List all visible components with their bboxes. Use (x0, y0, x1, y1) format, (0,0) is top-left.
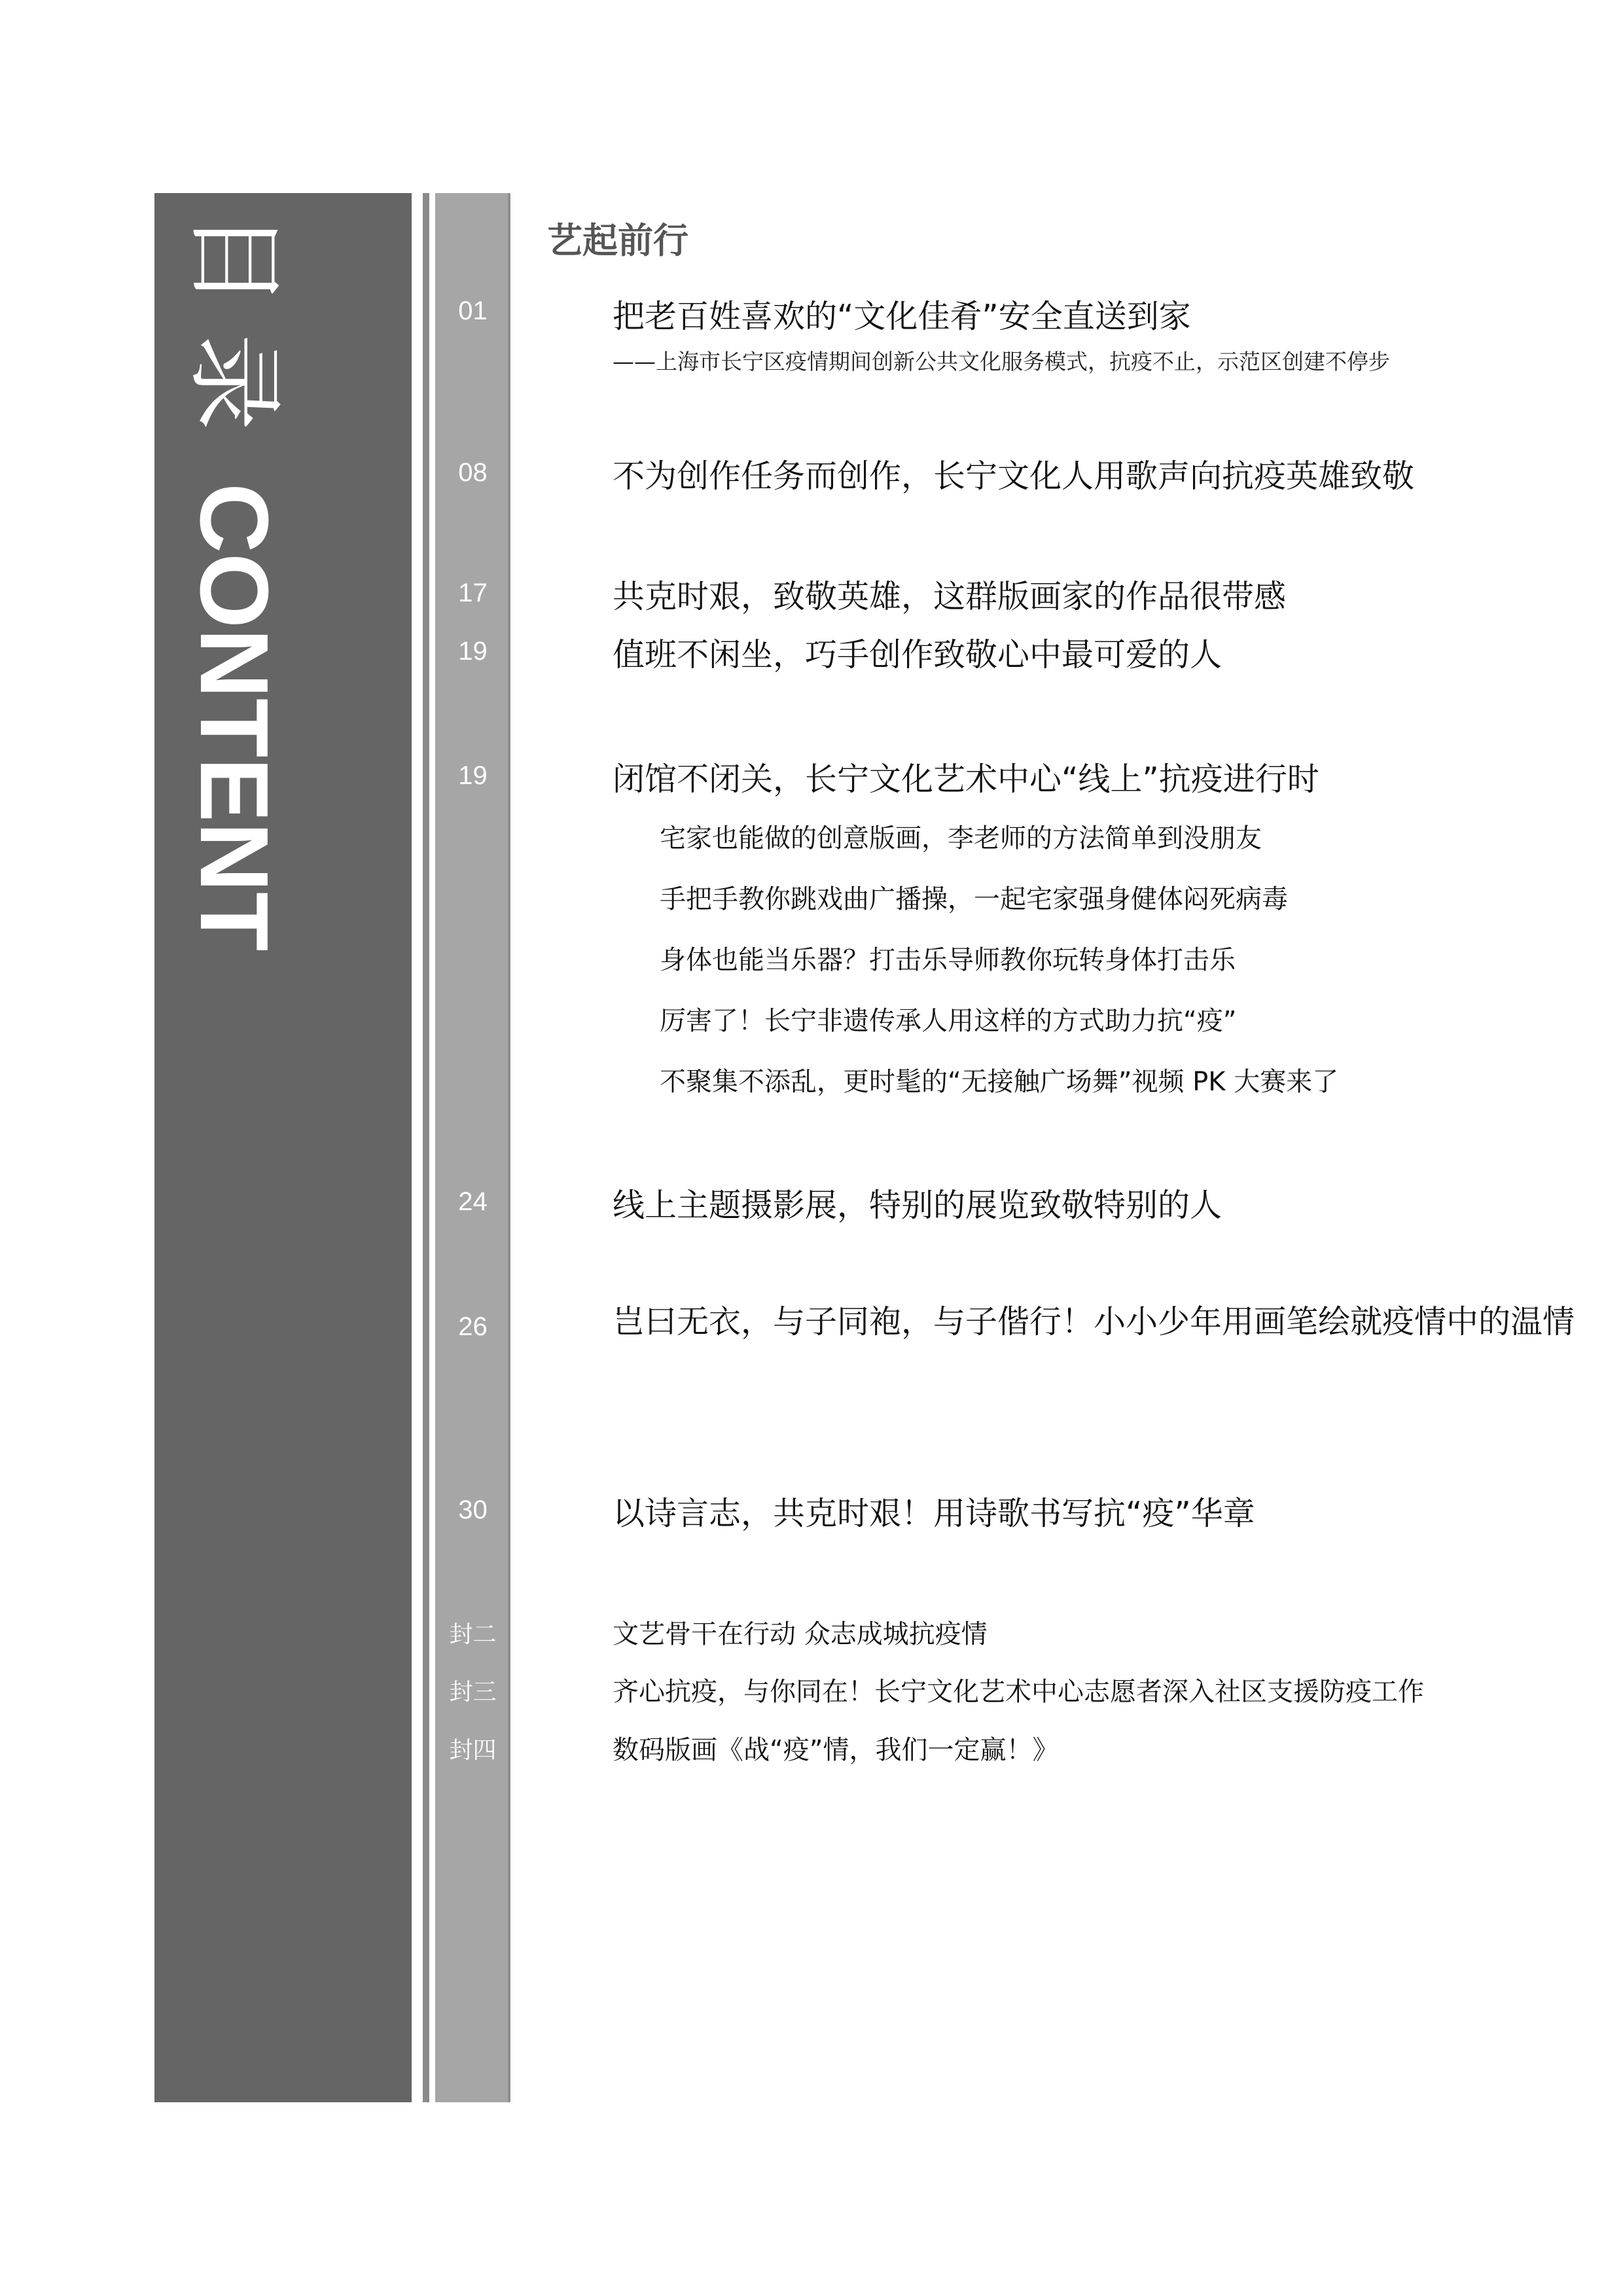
divider-line (423, 193, 429, 2102)
cover-entry-title[interactable]: 文艺骨干在行动 众志成城抗疫情 (613, 1619, 988, 1649)
toc-entry-title[interactable]: 岂曰无衣，与子同袍，与子偕行！小小少年用画笔绘就疫情中的温情 (613, 1303, 1575, 1340)
title-chinese: 目录 (178, 211, 291, 457)
toc-entry-title[interactable]: 以诗言志，共克时艰！用诗歌书写抗“疫”华章 (613, 1495, 1255, 1532)
toc-sub-item[interactable]: 宅家也能做的创意版画，李老师的方法简单到没朋友 (660, 823, 1262, 853)
cover-entry-title[interactable]: 齐心抗疫，与你同在！长宁文化艺术中心志愿者深入社区支援防疫工作 (613, 1677, 1424, 1707)
toc-entry-subtitle: ——上海市长宁区疫情期间创新公共文化服务模式，抗疫不止，示范区创建不停步 (613, 349, 1390, 374)
page-number: 19 (458, 761, 488, 790)
toc-entry-title[interactable]: 线上主题摄影展，特别的展览致敬特别的人 (613, 1187, 1222, 1224)
page-number: 26 (458, 1312, 488, 1341)
toc-entry-title[interactable]: 不为创作任务而创作，长宁文化人用歌声向抗疫英雄致敬 (613, 457, 1415, 495)
title-english: CONTENT (180, 483, 288, 952)
page-number: 08 (458, 458, 488, 487)
toc-entry-title[interactable]: 把老百姓喜欢的“文化佳肴”安全直送到家 (613, 298, 1191, 335)
toc-entry-title[interactable]: 闭馆不闭关，长宁文化艺术中心“线上”抗疫进行时 (613, 761, 1319, 798)
page-number: 19 (458, 637, 488, 666)
section-heading: 艺起前行 (547, 220, 688, 261)
cover-label: 封三 (449, 1679, 497, 1706)
toc-entry-title[interactable]: 值班不闲坐，巧手创作致敬心中最可爱的人 (613, 636, 1222, 673)
page-number: 01 (458, 296, 488, 325)
page-number: 17 (458, 579, 488, 607)
toc-sub-item[interactable]: 手把手教你跳戏曲广播操，一起宅家强身健体闷死病毒 (660, 884, 1288, 914)
page-number: 24 (458, 1187, 488, 1216)
page-number: 30 (458, 1496, 488, 1524)
cover-label: 封二 (449, 1621, 497, 1648)
cover-label: 封四 (449, 1737, 497, 1764)
cover-entry-title[interactable]: 数码版画《战“疫”情，我们一定赢！》 (613, 1735, 1059, 1765)
toc-sub-item[interactable]: 身体也能当乐器？打击乐导师教你玩转身体打击乐 (660, 945, 1236, 975)
toc-entry-title[interactable]: 共克时艰，致敬英雄，这群版画家的作品很带感 (613, 578, 1287, 615)
vertical-page-title (178, 211, 291, 952)
toc-sub-item[interactable]: 不聚集不添乱，更时髦的“无接触广场舞”视频 PK 大赛来了 (660, 1067, 1339, 1097)
toc-sub-item[interactable]: 厉害了！长宁非遗传承人用这样的方式助力抗“疫” (660, 1006, 1237, 1036)
